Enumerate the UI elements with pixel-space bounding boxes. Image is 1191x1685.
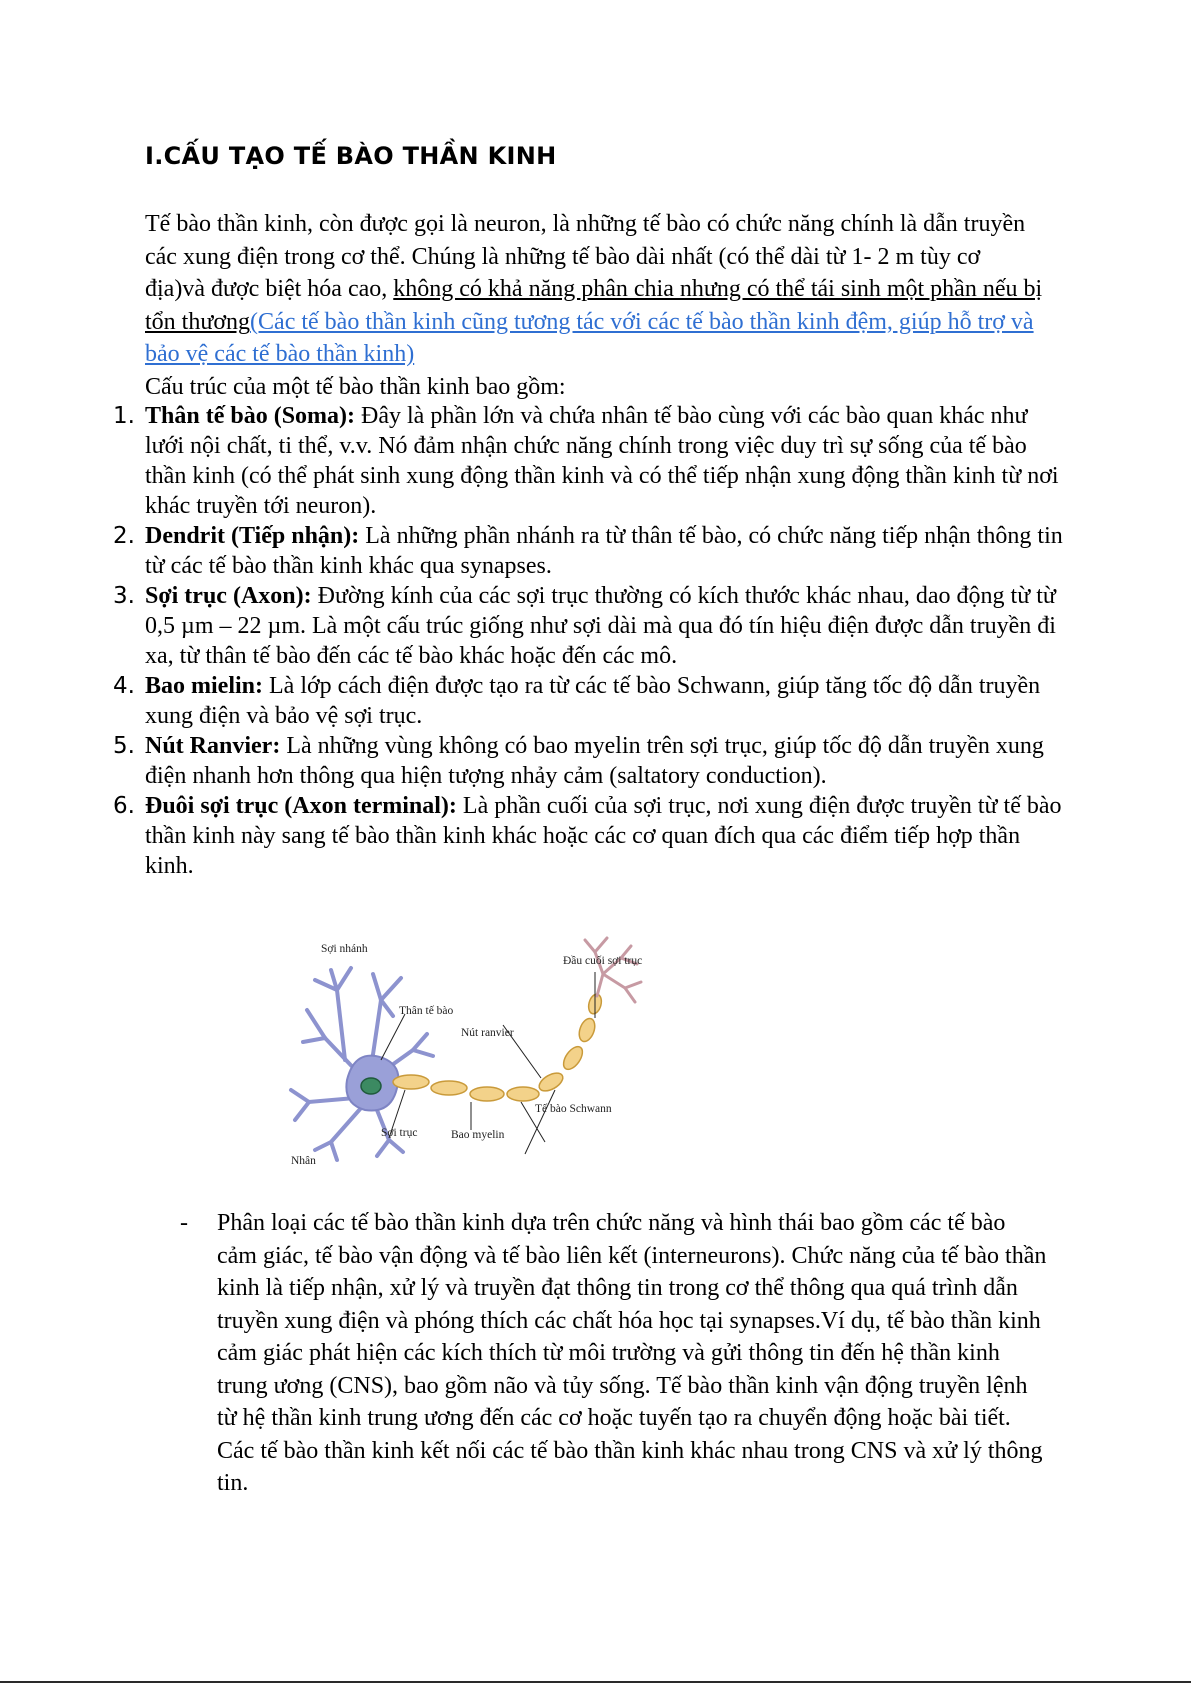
intro-link-text[interactable]: (Các tế bào thần kinh cũng tương tác với các tế bào thần kinh đệm, giúp hỗ trợ và bảo vệ các tế bào thần kinh) <box>145 308 1034 367</box>
list-item <box>113 731 1065 791</box>
intro-paragraph <box>145 208 1045 371</box>
list-number: 1. <box>113 403 135 429</box>
list-text: Đây là phần lớn và chứa nhân tế bào cùng với các bào quan khác như lưới nội chất, ti thể, v.v. Nó đảm nhận chức năng chính trong việc duy trì sự sống của tế bào thần kinh (có thể phát sinh xung động thần kinh và có thể tiếp nhận xung động thần kinh từ nơi khác truyền tới neuron). <box>145 403 1059 519</box>
structure-list <box>113 401 1065 881</box>
list-term: Sợi trục (Axon): <box>145 583 312 609</box>
list-item <box>113 791 1065 881</box>
list-item <box>113 521 1065 581</box>
list-term: Nút Ranvier: <box>145 733 281 759</box>
list-item <box>113 581 1065 671</box>
list-number: 3. <box>113 583 135 609</box>
label-schwann-cell: Tế bào Schwann <box>535 1103 612 1115</box>
intro-underlined-text: không có khả năng phân chia nhưng có thể tái sinh một phần nếu bị tổn thương <box>145 276 1043 335</box>
label-myelin: Bao myelin <box>451 1129 505 1141</box>
list-item <box>113 671 1065 731</box>
neuron-diagram <box>285 930 695 1168</box>
list-term: Dendrit (Tiếp nhận): <box>145 523 360 549</box>
label-dendrite: Sợi nhánh <box>321 943 368 955</box>
page-bottom-rule <box>0 1681 1191 1683</box>
list-text: Là những vùng không có bao myelin trên sợi trục, giúp tốc độ dẫn truyền xung điện nhanh hơn thông qua hiện tượng nhảy cảm (saltatory conduction). <box>145 733 1044 789</box>
list-text: Là những phần nhánh ra từ thân tế bào, có chức năng tiếp nhận thông tin từ các tế bào thần kinh khác qua synapses. <box>145 523 1063 579</box>
list-number: 6. <box>113 793 135 819</box>
list-number: 2. <box>113 523 135 549</box>
label-axon: Sợi trục <box>381 1127 418 1139</box>
axon-terminal-branches <box>585 938 641 1002</box>
label-node-ranvier: Nút ranvier <box>461 1027 514 1039</box>
list-number: 4. <box>113 673 135 699</box>
classification-bullet: - <box>180 1210 188 1236</box>
list-term: Đuôi sợi trục (Axon terminal): <box>145 793 457 819</box>
list-text: Là lớp cách điện được tạo ra từ các tế bào Schwann, giúp tăng tốc độ dẫn truyền xung điện và bảo vệ sợi trục. <box>145 673 1041 729</box>
list-text: Là phần cuối của sợi trục, nơi xung điện được truyền từ tế bào thần kinh này sang tế bào thần kinh khác hoặc các cơ quan đích qua các điểm tiếp hợp thần kinh. <box>145 793 1062 879</box>
label-nucleus: Nhân <box>291 1155 316 1167</box>
intro-text: Tế bào thần kinh, còn được gọi là neuron, là những tế bào có chức năng chính là dẫn truyền các xung điện trong cơ thể. Chúng là những tế bào dài nhất (có thể dài từ 1- 2 m tùy cơ địa)và được biệt hóa cao, <box>145 211 1026 302</box>
label-axon-terminal: Đầu cuối sợi trục <box>563 955 643 967</box>
nucleus-shape <box>361 1078 381 1094</box>
list-term: Thân tế bào (Soma): <box>145 403 356 429</box>
neuron-diagram-svg <box>285 930 695 1168</box>
structure-lead: Cấu trúc của một tế bào thần kinh bao gồm: <box>145 373 566 400</box>
list-text: Đường kính của các sợi trục thường có kích thước khác nhau, dao động từ từ 0,5 µm – 22 µm. Là một cấu trúc giống như sợi dài mà qua đó tín hiệu điện được dẫn truyền đi xa, từ thân tế bào đến các tế bào khác hoặc đến các mô. <box>145 583 1056 669</box>
list-term: Bao mielin: <box>145 673 263 699</box>
intro-block <box>145 208 1045 403</box>
list-number: 5. <box>113 733 135 759</box>
label-soma: Thân tế bào <box>399 1005 454 1017</box>
list-item <box>113 401 1065 521</box>
section-heading: I.CẤU TẠO TẾ BÀO THẦN KINH <box>145 142 557 170</box>
classification-paragraph: Phân loại các tế bào thần kinh dựa trên chức năng và hình thái bao gồm các tế bào cảm giác, tế bào vận động và tế bào liên kết (interneurons). Chức năng của tế bào thần kinh là tiếp nhận, xử lý và truyền đạt thông tin trong cơ thể thông qua quá trình dẫn truyền xung điện và phóng thích các chất hóa học tại synapses.Ví dụ, tế bào thần kinh cảm giác phát hiện các kích thích từ môi trường và gửi thông tin đến hệ thần kinh trung ương (CNS), bao gồm não và tủy sống. Tế bào thần kinh vận động truyền lệnh từ hệ thần kinh trung ương đến các cơ hoặc tuyến tạo ra chuyển động hoặc bài tiết. Các tế bào thần kinh kết nối các tế bào thần kinh khác nhau trong CNS và xử lý thông tin. <box>217 1210 1047 1496</box>
